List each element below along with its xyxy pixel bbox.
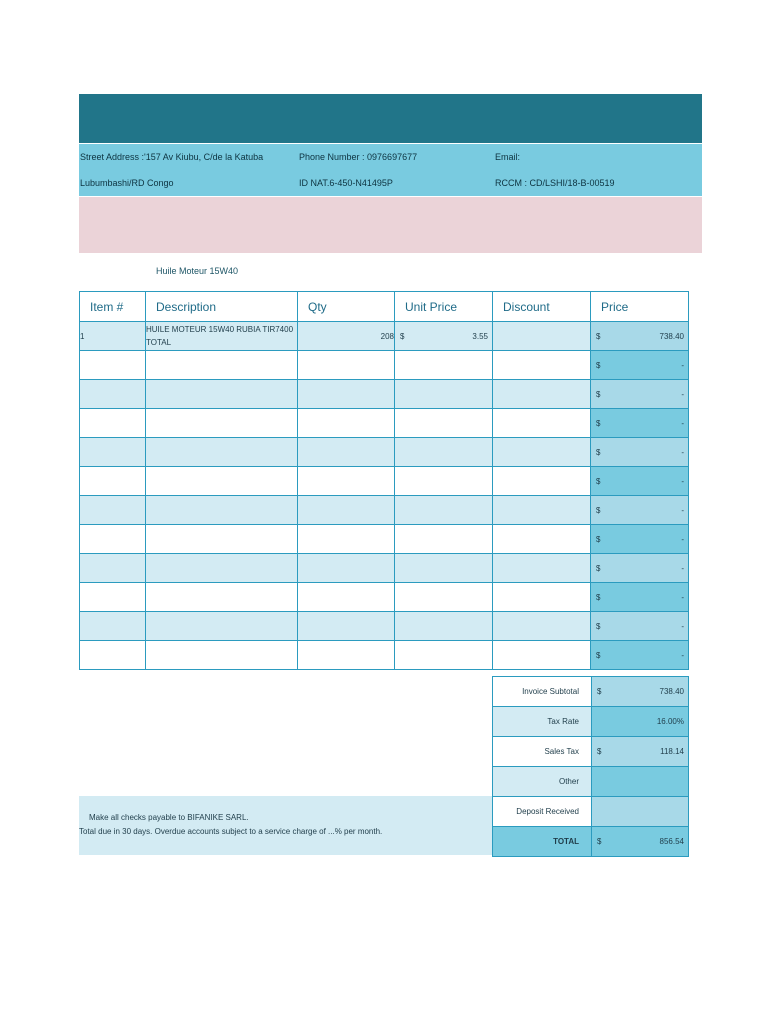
id-nat: ID NAT.6-450-N41495P [299, 178, 393, 188]
description-cell [146, 525, 298, 554]
sales-tax-row [493, 737, 689, 767]
unit-price-cell [395, 496, 493, 525]
invoice-subject: Huile Moteur 15W40 [156, 266, 239, 276]
unit-price-cell [395, 641, 493, 670]
subtotal-value: 738.40 [659, 687, 684, 696]
price-cell [591, 496, 689, 525]
total-row [493, 827, 689, 857]
discount-cell [493, 438, 591, 467]
item-number-cell [80, 583, 146, 612]
description-cell [146, 496, 298, 525]
qty-cell [298, 467, 395, 496]
description-cell [146, 409, 298, 438]
qty-cell [298, 612, 395, 641]
column-header-description: Description [146, 292, 298, 322]
table-row [80, 409, 689, 438]
other-row [493, 767, 689, 797]
description-cell [146, 641, 298, 670]
price-cell [591, 351, 689, 380]
price-currency: $ [596, 621, 601, 631]
description-cell [146, 612, 298, 641]
unit-price-cell [395, 467, 493, 496]
price-cell [591, 554, 689, 583]
payment-notes [79, 796, 492, 855]
payment-note-line-1: Make all checks payable to BIFANIKE SARL. [89, 813, 249, 822]
item-number-cell [80, 438, 146, 467]
description-cell: HUILE MOTEUR 15W40 RUBIA TIR7400 TOTAL [146, 322, 298, 351]
price-value: - [681, 534, 684, 544]
item-number-cell [80, 467, 146, 496]
item-number-cell [80, 554, 146, 583]
subtotal-row [493, 677, 689, 707]
deposit-label: Deposit Received [493, 797, 592, 827]
price-currency: $ [596, 389, 601, 399]
price-currency: $ [596, 592, 601, 602]
unit-price-cell [395, 554, 493, 583]
tax-rate-value-cell [592, 707, 689, 737]
price-value: - [681, 505, 684, 515]
table-header-row [80, 292, 689, 322]
qty-cell [298, 409, 395, 438]
sales-tax-label: Sales Tax [493, 737, 592, 767]
qty-cell [298, 641, 395, 670]
discount-cell [493, 380, 591, 409]
price-value: - [681, 389, 684, 399]
price-value: - [681, 650, 684, 660]
total-value: 856.54 [659, 837, 684, 846]
price-cell [591, 322, 689, 351]
discount-cell [493, 612, 591, 641]
city-line: Lubumbashi/RD Congo [80, 178, 174, 188]
price-currency: $ [596, 447, 601, 457]
price-currency: $ [596, 360, 601, 370]
table-row [80, 438, 689, 467]
description-cell [146, 583, 298, 612]
price-currency: $ [596, 476, 601, 486]
totals-table [492, 676, 689, 857]
column-header-price: Price [591, 292, 689, 322]
price-value: 738.40 [659, 331, 684, 341]
description-cell [146, 351, 298, 380]
discount-cell [493, 554, 591, 583]
price-cell [591, 409, 689, 438]
sales-tax-value: 118.14 [660, 747, 684, 756]
price-currency: $ [596, 534, 601, 544]
email-label: Email: [495, 152, 521, 162]
company-info-band [79, 144, 702, 196]
deposit-row [493, 797, 689, 827]
payment-note-line-2: Total due in 30 days. Overdue accounts subject to a service charge of ...% per month. [79, 827, 383, 836]
price-value: - [681, 592, 684, 602]
discount-cell [493, 641, 591, 670]
deposit-value [592, 797, 689, 827]
qty-cell: 208 [298, 322, 395, 351]
qty-cell [298, 554, 395, 583]
price-value: - [681, 360, 684, 370]
table-row [80, 583, 689, 612]
table-row [80, 351, 689, 380]
discount-cell [493, 525, 591, 554]
discount-cell [493, 409, 591, 438]
qty-cell [298, 351, 395, 380]
column-header-discount: Discount [493, 292, 591, 322]
item-number-cell: 1 [80, 322, 146, 351]
column-header-unit-price: Unit Price [395, 292, 493, 322]
price-cell [591, 467, 689, 496]
qty-cell [298, 583, 395, 612]
price-currency: $ [596, 418, 601, 428]
item-number-cell [80, 612, 146, 641]
unit-price-cell [395, 438, 493, 467]
description-cell [146, 554, 298, 583]
unit-price-value: 3.55 [472, 331, 488, 341]
discount-cell [493, 467, 591, 496]
column-header-item: Item # [80, 292, 146, 322]
price-cell [591, 612, 689, 641]
item-number-cell [80, 641, 146, 670]
price-value: - [681, 476, 684, 486]
unit-price-cell [395, 351, 493, 380]
column-header-qty: Qty [298, 292, 395, 322]
subtotal-value-cell [592, 677, 689, 707]
total-label: TOTAL [493, 827, 592, 857]
item-number-cell [80, 380, 146, 409]
street-address: Street Address :'157 Av Kiubu, C/de la Katuba [80, 152, 264, 162]
qty-cell [298, 380, 395, 409]
price-value: - [681, 621, 684, 631]
rccm-number: RCCM : CD/LSHI/18-B-00519 [495, 178, 615, 188]
table-row [80, 525, 689, 554]
tax-rate-label: Tax Rate [493, 707, 592, 737]
discount-cell [493, 351, 591, 380]
tax-rate-row [493, 707, 689, 737]
item-number-cell [80, 496, 146, 525]
unit-price-cell [395, 583, 493, 612]
discount-cell [493, 322, 591, 351]
price-cell [591, 583, 689, 612]
description-cell [146, 380, 298, 409]
table-row [80, 612, 689, 641]
total-currency: $ [597, 837, 602, 846]
header-banner [79, 94, 702, 143]
table-row [80, 641, 689, 670]
item-number-cell [80, 351, 146, 380]
phone-number: Phone Number : 0976697677 [299, 152, 418, 162]
qty-cell [298, 525, 395, 554]
discount-cell [493, 583, 591, 612]
description-cell [146, 467, 298, 496]
subtotal-label: Invoice Subtotal [493, 677, 592, 707]
sales-tax-value-cell [592, 737, 689, 767]
table-row [80, 322, 689, 351]
price-currency: $ [596, 650, 601, 660]
table-row [80, 380, 689, 409]
price-value: - [681, 447, 684, 457]
item-number-cell [80, 409, 146, 438]
unit-price-cell [395, 409, 493, 438]
table-row [80, 496, 689, 525]
price-value: - [681, 563, 684, 573]
price-cell [591, 438, 689, 467]
sales-tax-currency: $ [597, 747, 602, 756]
qty-cell [298, 438, 395, 467]
price-cell [591, 641, 689, 670]
unit-price-currency: $ [400, 331, 405, 341]
price-cell [591, 525, 689, 554]
unit-price-cell [395, 322, 493, 351]
subtotal-currency: $ [597, 687, 602, 696]
total-value-cell [592, 827, 689, 857]
other-label: Other [493, 767, 592, 797]
price-value: - [681, 418, 684, 428]
table-row [80, 554, 689, 583]
unit-price-cell [395, 525, 493, 554]
table-row [80, 467, 689, 496]
other-value [592, 767, 689, 797]
tax-rate-value: 16.00% [656, 717, 684, 726]
qty-cell [298, 496, 395, 525]
unit-price-cell [395, 612, 493, 641]
bill-to-band [79, 197, 702, 253]
item-number-cell [80, 525, 146, 554]
price-currency: $ [596, 331, 601, 341]
price-cell [591, 380, 689, 409]
discount-cell [493, 496, 591, 525]
unit-price-cell [395, 380, 493, 409]
description-cell [146, 438, 298, 467]
line-items-table [79, 291, 689, 670]
price-currency: $ [596, 505, 601, 515]
price-currency: $ [596, 563, 601, 573]
